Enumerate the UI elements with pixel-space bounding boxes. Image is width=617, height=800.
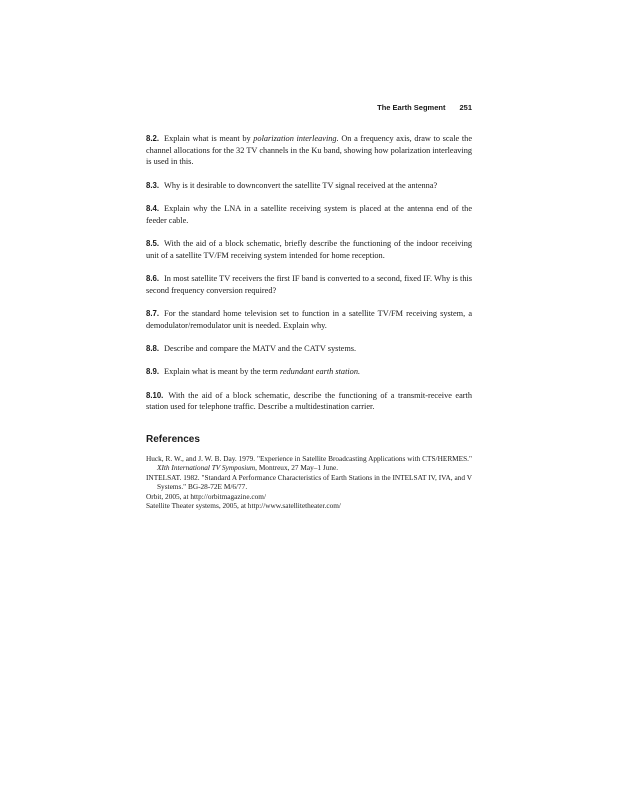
question-text: Describe and compare the MATV and the CATV systems. xyxy=(164,343,357,353)
reference-item-huck xyxy=(146,454,472,473)
question-text: With the aid of a block schematic, describe the functioning of a transmit-receive earth station used for telephone traffic. Describe a multidestination carrier. xyxy=(146,390,472,412)
question-number: 8.10. xyxy=(146,390,164,400)
question-text: Explain why the LNA in a satellite receiving system is placed at the antenna end of the feeder cable. xyxy=(146,203,472,225)
question-text-continued: On a frequency axis, draw to scale the channel allocations for the 32 TV channels in the Ku band, showing how polarization interleaving is used in this. xyxy=(146,134,473,167)
reference-item-satellite-theater xyxy=(146,501,472,511)
reference-text: Orbit, 2005, at http://orbitmagazine.com/ xyxy=(146,491,266,501)
question-8-2 xyxy=(146,133,472,168)
reference-item-intelsat xyxy=(146,473,472,492)
question-number: 8.5. xyxy=(146,238,160,248)
question-text: Explain what is meant by the term xyxy=(164,367,280,377)
question-text: For the standard home television set to function in a satellite TV/FM receiving system, a demodulator/remodulator unit is needed. Explain why. xyxy=(146,308,472,330)
question-8-8 xyxy=(146,343,472,355)
question-text: Why is it desirable to downconvert the satellite TV signal received at the antenna? xyxy=(164,180,438,190)
question-number: 8.8. xyxy=(146,343,160,353)
question-8-7 xyxy=(146,308,472,331)
question-8-4 xyxy=(146,203,472,226)
reference-text: Satellite Theater systems, 2005, at http://www.satellitetheater.com/ xyxy=(146,501,341,511)
reference-item-orbit xyxy=(146,492,472,502)
page-body xyxy=(146,133,472,511)
reference-italic-title: XIth International TV Symposium xyxy=(157,463,256,473)
question-8-6 xyxy=(146,273,472,296)
question-8-3 xyxy=(146,180,472,192)
question-number: 8.4. xyxy=(146,203,160,213)
running-head xyxy=(146,103,472,112)
question-number: 8.6. xyxy=(146,273,160,283)
reference-text: Huck, R. W., and J. W. B. Day. 1979. "Experience in Satellite Broadcasting Applications with CTS/HERMES." xyxy=(146,453,472,463)
question-italic-term: redundant earth station. xyxy=(279,367,361,377)
reference-text: INTELSAT. 1982. "Standard A Performance Characteristics of Earth Stations in the INTELSAT IV, IVA, and V Systems." BG-28-72E M/6/77. xyxy=(146,472,472,492)
question-text: Explain what is meant by xyxy=(164,134,254,143)
question-text: In most satellite TV receivers the first IF band is converted to a second, fixed IF. Why is this second frequency conversion required? xyxy=(146,273,472,295)
question-italic-term: polarization interleaving. xyxy=(253,134,339,143)
question-8-5 xyxy=(146,238,472,261)
page-number: 251 xyxy=(459,103,472,112)
question-8-9 xyxy=(146,366,472,378)
reference-text-continued: , Montreux, 27 May–1 June. xyxy=(255,463,339,473)
references-heading: References xyxy=(146,433,200,445)
question-8-10 xyxy=(146,390,472,413)
question-number: 8.9. xyxy=(146,367,160,377)
question-number: 8.7. xyxy=(146,308,160,318)
question-text: With the aid of a block schematic, briefly describe the functioning of the indoor receiving unit of a satellite TV/FM receiving system intended for home reception. xyxy=(146,238,472,260)
running-head-title: The Earth Segment xyxy=(377,103,446,112)
question-number: 8.3. xyxy=(146,180,160,190)
question-number: 8.2. xyxy=(146,134,160,143)
